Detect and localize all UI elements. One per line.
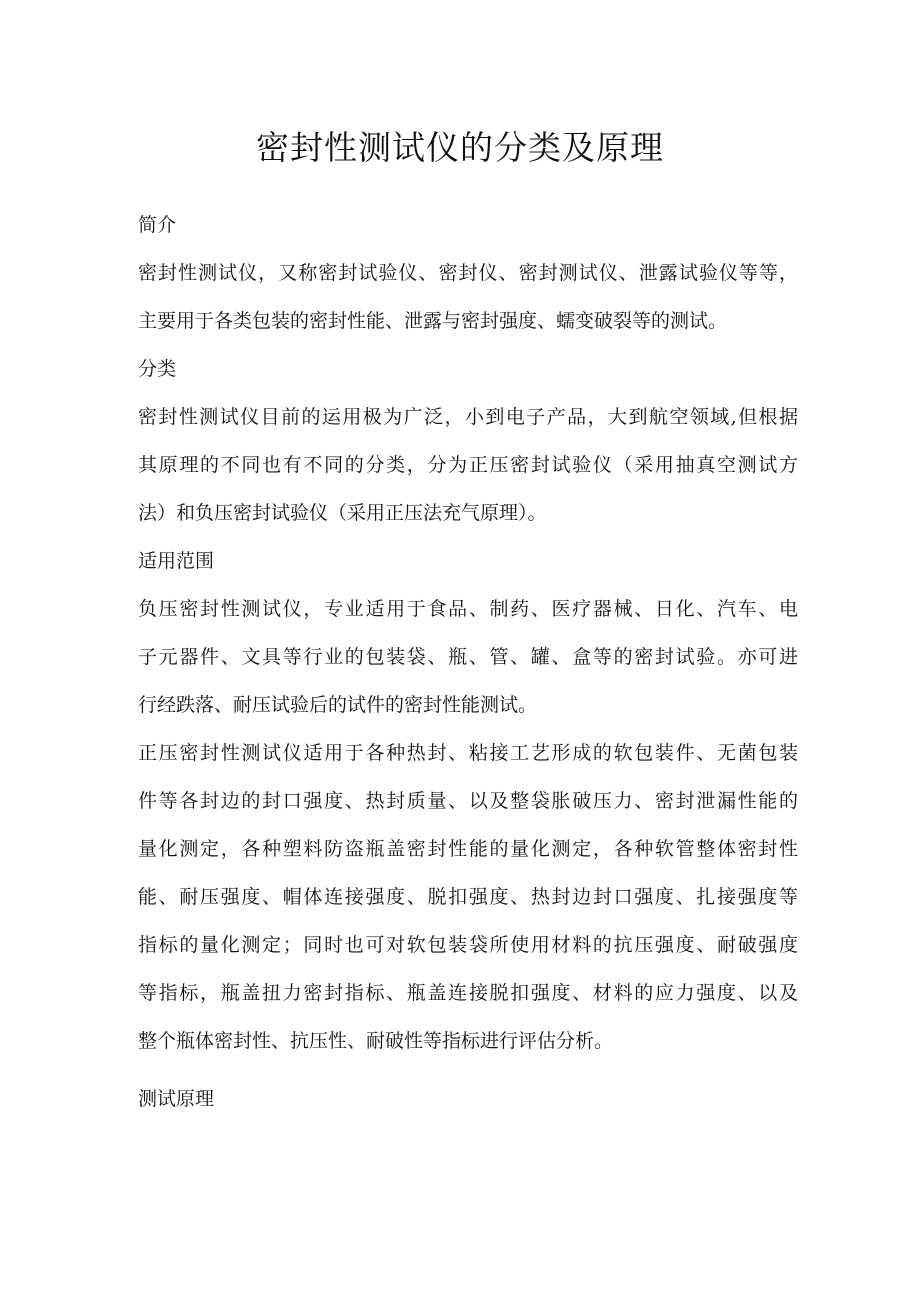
section-heading-intro: 简介 [138, 214, 177, 236]
text-line: 指标的量化测定；同时也可对软包装袋所使用材料的抗压强度、耐破强度 [138, 934, 798, 956]
classification-paragraph [138, 393, 798, 537]
text-line: 其原理的不同也有不同的分类，分为正压密封试验仪（采用抽真空测试方 [138, 454, 798, 476]
text-line: 等指标，瓶盖扭力密封指标、瓶盖连接脱扣强度、材料的应力强度、以及 [138, 982, 798, 1004]
text-line: 行经跌落、耐压试验后的试件的密封性能测试。 [138, 694, 538, 716]
text-line: 密封性测试仪目前的运用极为广泛，小到电子产品，大到航空领域,但根据 [138, 406, 798, 428]
section-heading-classification: 分类 [138, 358, 177, 380]
scope-paragraph-positive-pressure [138, 729, 798, 1065]
text-line: 子元器件、文具等行业的包装袋、瓶、管、罐、盒等的密封试验。亦可进 [138, 646, 798, 668]
text-line: 能、耐压强度、帽体连接强度、脱扣强度、热封边封口强度、扎接强度等 [138, 886, 798, 908]
section-heading-principle: 测试原理 [138, 1088, 215, 1110]
text-line: 主要用于各类包装的密封性能、泄露与密封强度、蠕变破裂等的测试。 [138, 310, 728, 332]
text-line: 量化测定，各种塑料防盗瓶盖密封性能的量化测定，各种软管整体密封性 [138, 838, 798, 860]
text-line: 法）和负压密封试验仪（采用正压法充气原理）。 [138, 502, 547, 524]
text-line: 件等各封边的封口强度、热封质量、以及整袋胀破压力、密封泄漏性能的 [138, 790, 798, 812]
text-line: 正压密封性测试仪适用于各种热封、粘接工艺形成的软包装件、无菌包装 [138, 742, 798, 764]
text-line: 整个瓶体密封性、抗压性、耐破性等指标进行评估分析。 [138, 1030, 614, 1052]
text-line: 负压密封性测试仪，专业适用于食品、制药、医疗器械、日化、汽车、电 [138, 598, 798, 620]
document-title: 密封性测试仪的分类及原理 [256, 128, 664, 167]
intro-paragraph [138, 249, 798, 345]
section-heading-scope: 适用范围 [138, 550, 215, 572]
text-line: 密封性测试仪，又称密封试验仪、密封仪、密封测试仪、泄露试验仪等等， [138, 262, 798, 284]
scope-paragraph-negative-pressure [138, 585, 798, 729]
document-body [138, 201, 798, 1123]
